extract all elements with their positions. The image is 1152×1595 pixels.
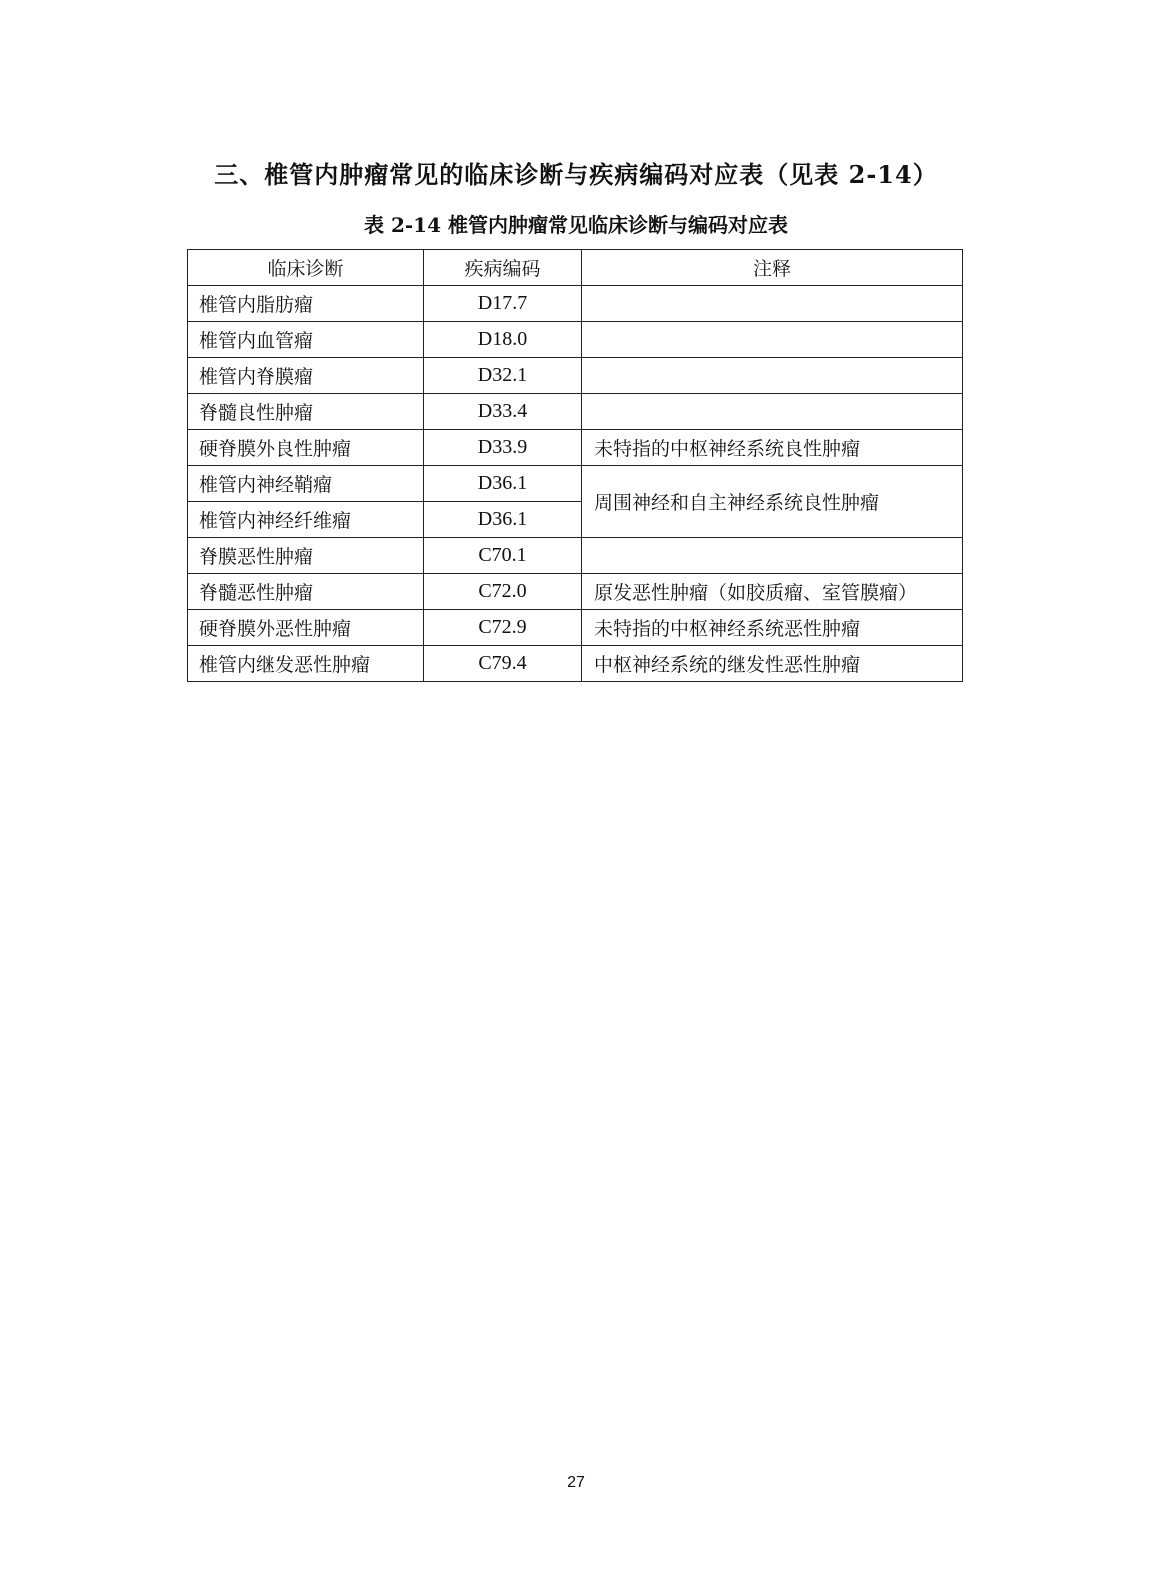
diagnosis-cell: 脊髓恶性肿瘤 — [188, 574, 424, 610]
note-cell: 中枢神经系统的继发性恶性肿瘤 — [582, 646, 963, 682]
table-row — [188, 538, 963, 574]
diagnosis-code-table — [187, 249, 963, 682]
code-cell: D18.0 — [424, 322, 582, 358]
table-row — [188, 646, 963, 682]
code-cell: D33.4 — [424, 394, 582, 430]
note-cell — [582, 358, 963, 394]
table-row — [188, 286, 963, 322]
section-heading: 三、椎管内肿瘤常见的临床诊断与疾病编码对应表（见表 2-14） — [214, 160, 938, 189]
note-cell — [582, 394, 963, 430]
code-cell: D36.1 — [424, 466, 582, 502]
diagnosis-cell: 椎管内神经鞘瘤 — [188, 466, 424, 502]
code-cell: D33.9 — [424, 430, 582, 466]
note-cell: 原发恶性肿瘤（如胶质瘤、室管膜瘤） — [582, 574, 963, 610]
table-row — [188, 322, 963, 358]
diagnosis-cell: 椎管内继发恶性肿瘤 — [188, 646, 424, 682]
note-cell — [582, 322, 963, 358]
table-row — [188, 466, 963, 502]
code-cell: C79.4 — [424, 646, 582, 682]
table-row — [188, 394, 963, 430]
table-row — [188, 574, 963, 610]
note-cell-merged: 周围神经和自主神经系统良性肿瘤 — [582, 466, 963, 538]
code-cell: C70.1 — [424, 538, 582, 574]
diagnosis-cell: 脊髓良性肿瘤 — [188, 394, 424, 430]
code-cell: D36.1 — [424, 502, 582, 538]
note-cell — [582, 538, 963, 574]
page-number: 27 — [567, 1474, 585, 1491]
table-row — [188, 430, 963, 466]
code-cell: D17.7 — [424, 286, 582, 322]
diagnosis-cell: 椎管内血管瘤 — [188, 322, 424, 358]
diagnosis-cell: 椎管内脊膜瘤 — [188, 358, 424, 394]
diagnosis-cell: 硬脊膜外良性肿瘤 — [188, 430, 424, 466]
diagnosis-cell: 椎管内脂肪瘤 — [188, 286, 424, 322]
header-note: 注释 — [582, 250, 963, 286]
note-cell: 未特指的中枢神经系统良性肿瘤 — [582, 430, 963, 466]
diagnosis-cell: 脊膜恶性肿瘤 — [188, 538, 424, 574]
table-row — [188, 610, 963, 646]
code-cell: D32.1 — [424, 358, 582, 394]
note-cell — [582, 286, 963, 322]
table-row — [188, 358, 963, 394]
code-cell: C72.9 — [424, 610, 582, 646]
table-header-row — [188, 250, 963, 286]
table-caption: 表 2-14 椎管内肿瘤常见临床诊断与编码对应表 — [364, 213, 788, 237]
code-cell: C72.0 — [424, 574, 582, 610]
diagnosis-cell: 硬脊膜外恶性肿瘤 — [188, 610, 424, 646]
diagnosis-cell: 椎管内神经纤维瘤 — [188, 502, 424, 538]
header-code: 疾病编码 — [424, 250, 582, 286]
note-cell: 未特指的中枢神经系统恶性肿瘤 — [582, 610, 963, 646]
header-diagnosis: 临床诊断 — [188, 250, 424, 286]
